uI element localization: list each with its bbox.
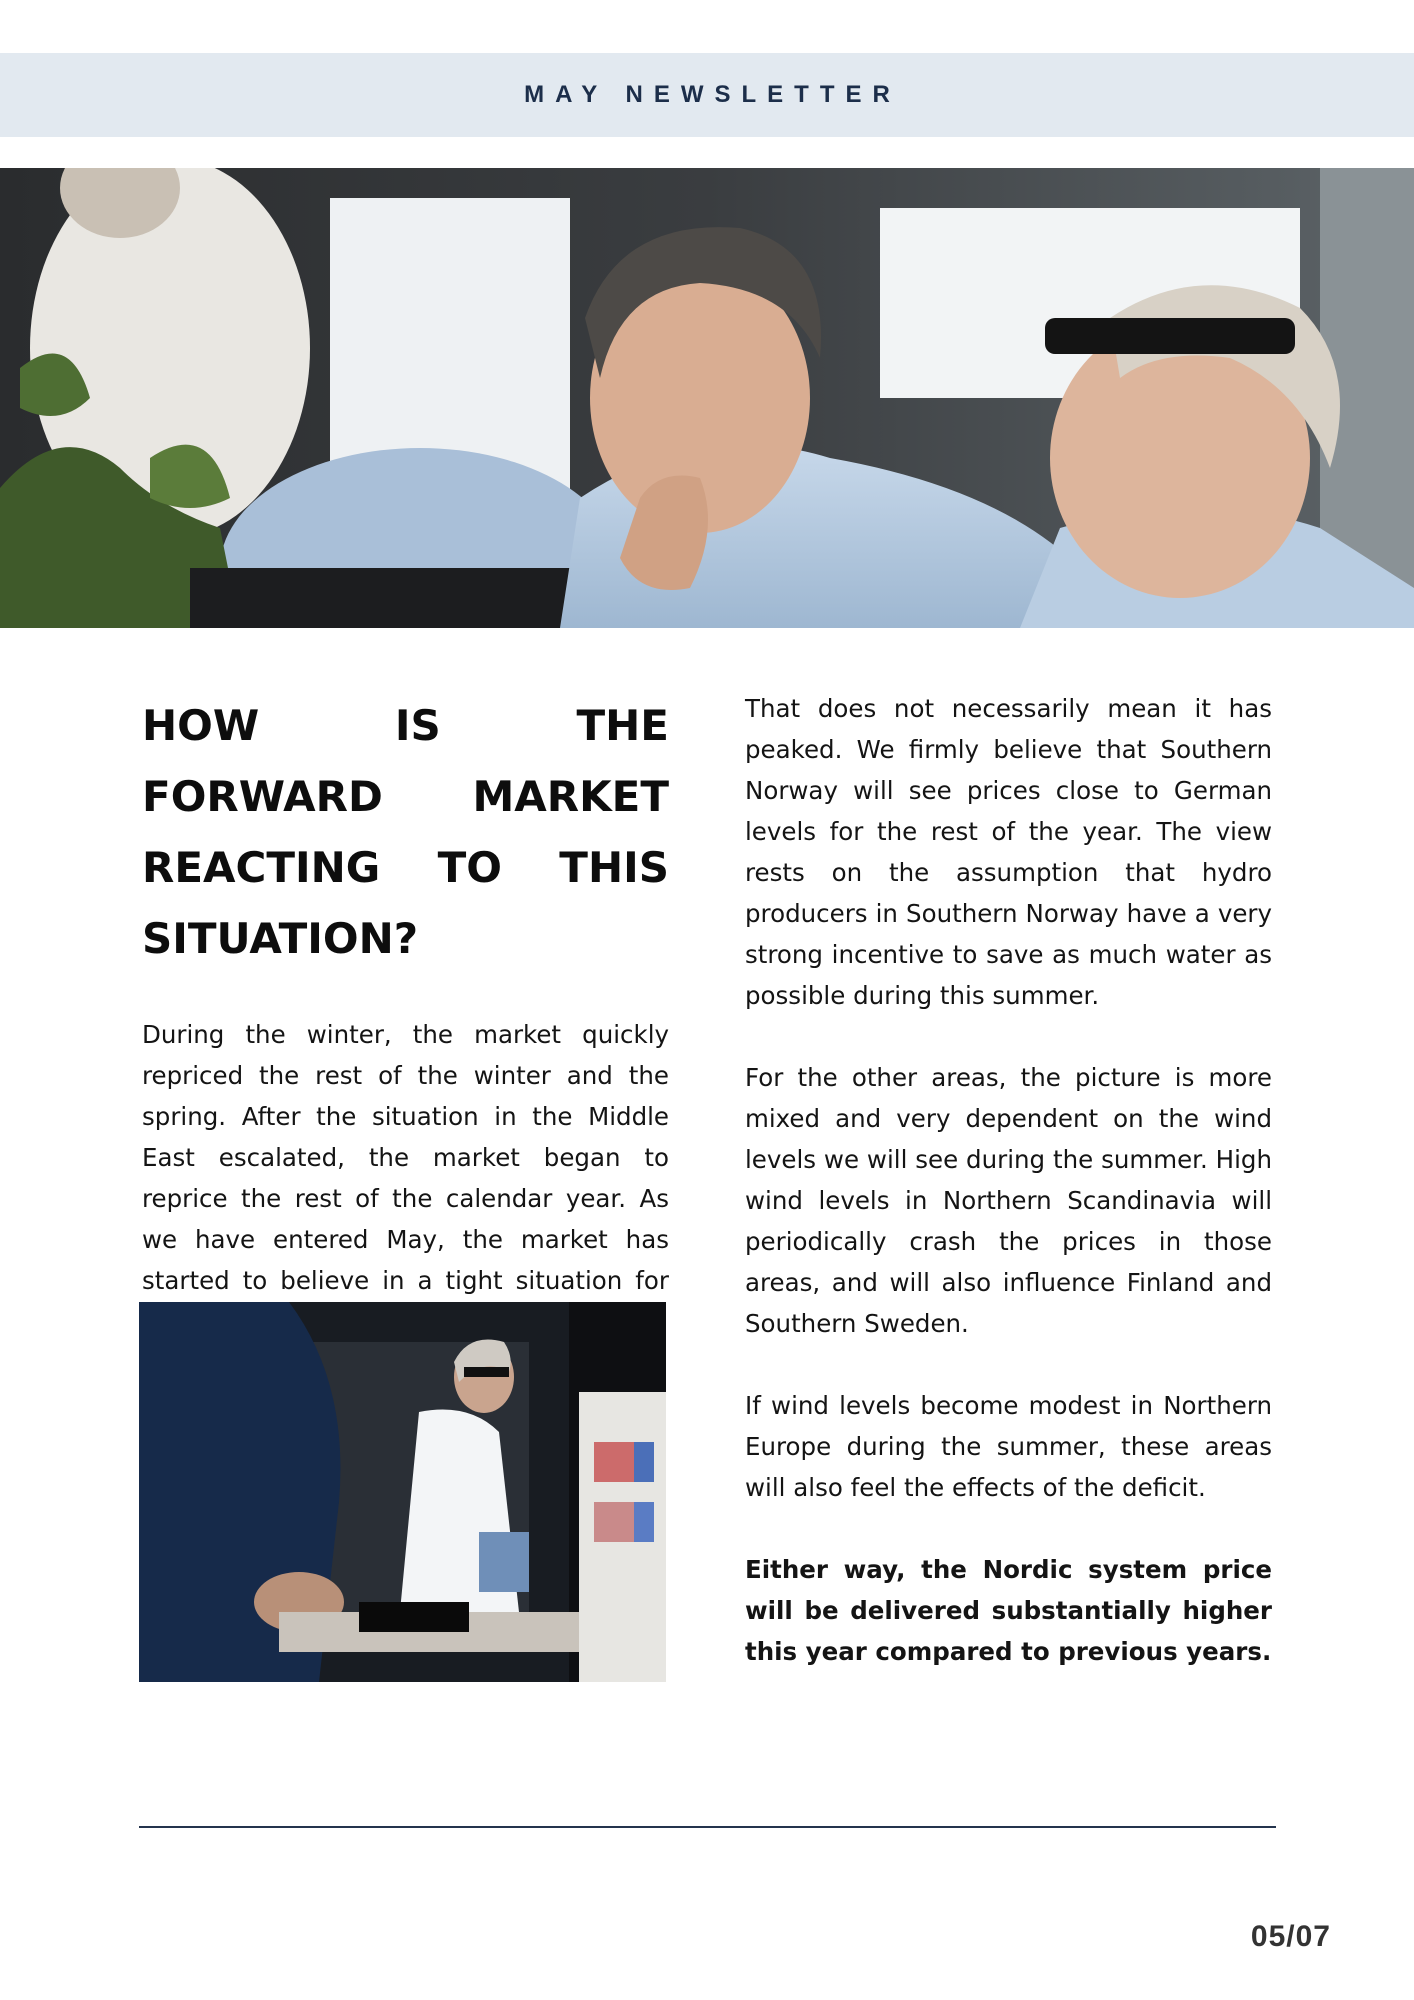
newsletter-banner [0, 53, 1414, 137]
inset-photo-art [139, 1302, 666, 1682]
right-paragraph: That does not necessarily mean it has peaked. We firmly believe that Southern Norway will see prices close to German levels for the rest of the year. The view rests on the assumption that hydro producers in Southern Norway have a very strong incentive to save as much water as possible during this summer. [745, 694, 1272, 1010]
hero-photo-art [0, 168, 1414, 628]
hero-photo [0, 168, 1414, 628]
right-column [745, 688, 1272, 1672]
left-column [142, 690, 669, 1342]
footer-divider [139, 1826, 1276, 1828]
article-heading: HOW IS THE FORWARD MARKET REACTING TO THIS SITUATION? [142, 701, 669, 963]
inset-photo [139, 1302, 666, 1682]
page-number: 05/07 [1250, 1920, 1331, 1953]
newsletter-title: MAY NEWSLETTER [524, 81, 901, 108]
right-paragraph: If wind levels become modest in Northern Europe during the summer, these areas will also feel the effects of the deficit. [745, 1391, 1272, 1502]
left-paragraph: During the winter, the market quickly repriced the rest of the winter and the spring. After the situation in the Middle East escalated, the market began to reprice the rest of the calendar year. As we have entered May, the market has started to believe in a tight situation for [142, 1020, 669, 1295]
right-paragraph: For the other areas, the picture is more mixed and very dependent on the wind levels we will see during the summer. High wind levels in Northern Scandinavia will periodically crash the prices in those areas, and will also influence Finland and Southern Sweden. [745, 1063, 1272, 1338]
closing-statement: Either way, the Nordic system price will be delivered substantially higher this year compared to previous years. [745, 1555, 1272, 1666]
